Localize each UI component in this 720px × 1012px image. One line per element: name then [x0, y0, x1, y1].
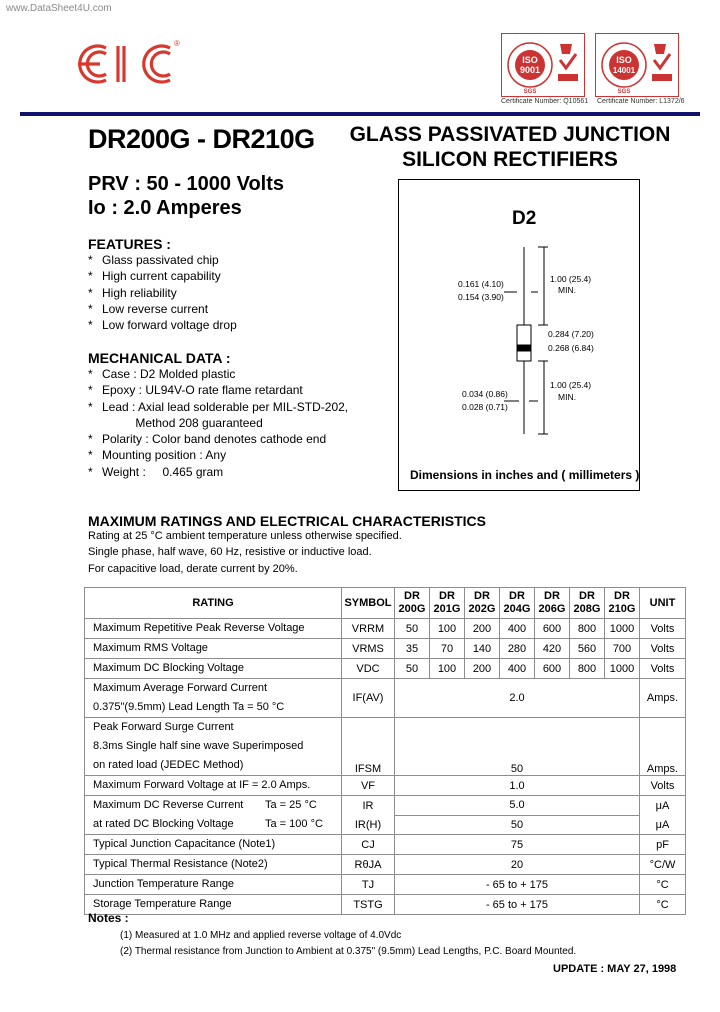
dim-lead-dia-2: 0.154 (3.90)	[458, 292, 504, 302]
col-dr204g: DR 204G	[500, 588, 535, 619]
diode-outline-icon	[398, 179, 638, 469]
table-row: Typical Junction Capacitance (Note1) CJ 75 pF	[85, 835, 686, 855]
iso-9001-cert	[501, 33, 585, 97]
features-list	[88, 252, 237, 333]
table-row: at rated DC Blocking Voltage Ta = 100 °C IR(H) 50 μA	[85, 815, 686, 835]
cert2-line1: ISO	[616, 55, 632, 65]
header-rule	[20, 112, 700, 116]
col-dr210g: DR 210G	[605, 588, 640, 619]
list-item: * Low reverse current	[88, 301, 209, 316]
table-row: Maximum Average Forward Current 0.375"(9.5mm) Lead Length Ta = 50 °C IF(AV) 2.0 Amps.	[85, 679, 686, 718]
dim-lead-len-1: 1.00 (25.4)	[550, 274, 592, 284]
iso-14001-seal-icon	[596, 34, 678, 96]
col-dr206g: DR 206G	[535, 588, 570, 619]
logo-registered: ®	[174, 39, 180, 48]
eic-logo	[66, 38, 182, 90]
dim-body-2: 0.268 (6.84)	[548, 343, 594, 353]
subtitle-line-2: SILICON RECTIFIERS	[402, 148, 618, 171]
cert1-line1: ISO	[522, 55, 538, 65]
note-2: (2) Thermal resistance from Junction to Ambient at 0.375" (9.5mm) Lead Lengths, P.C. Board Mounted.	[120, 946, 577, 957]
cert2-line2: 14001	[612, 66, 636, 75]
col-dr208g: DR 208G	[570, 588, 605, 619]
dim-wire-2: 0.028 (0.71)	[462, 402, 508, 412]
list-item: * Glass passivated chip	[88, 253, 219, 267]
list-item: Method 208 guaranteed	[102, 415, 263, 430]
list-item: * Low forward voltage drop	[88, 318, 237, 333]
list-item: * Polarity : Color band denotes cathode end	[88, 432, 327, 447]
prv-line: PRV : 50 - 1000 Volts	[88, 173, 285, 195]
dim-lead-dia-1: 0.161 (4.10)	[458, 279, 504, 289]
table-row: Maximum RMS Voltage VRMS 35 70 140 280 420 560 700 Volts	[85, 639, 686, 659]
table-row: Maximum Forward Voltage at IF = 2.0 Amps. VF 1.0 Volts	[85, 776, 686, 796]
list-item: * Weight : 0.465 gram	[88, 464, 224, 479]
subtitle	[340, 122, 680, 172]
mech-title: MECHANICAL DATA :	[88, 350, 231, 366]
dim-body-1: 0.284 (7.20)	[548, 329, 594, 339]
list-item: * Case : D2 Molded plastic	[88, 367, 236, 381]
list-item: * Lead : Axial lead solderable per MIL-STD-202,	[88, 399, 349, 414]
col-unit: UNIT	[640, 588, 686, 619]
ratings-table	[84, 587, 686, 915]
ratings-note-3: For capacitive load, derate current by 20%.	[88, 563, 298, 575]
subtitle-line-1: GLASS PASSIVATED JUNCTION	[349, 123, 671, 146]
col-dr200g: DR 200G	[395, 588, 430, 619]
notes-title: Notes :	[88, 911, 129, 925]
list-item: * Epoxy : UL94V-O rate flame retardant	[88, 383, 303, 398]
col-dr202g: DR 202G	[465, 588, 500, 619]
table-row: Maximum Repetitive Peak Reverse Voltage VRRM 50 100 200 400 600 800 1000 Volts	[85, 619, 686, 639]
table-row: Maximum DC Blocking Voltage VDC 50 100 200 400 600 800 1000 Volts	[85, 659, 686, 679]
dim-lead-len-1b: MIN.	[558, 285, 576, 295]
dim-lead-len-2: 1.00 (25.4)	[550, 380, 592, 390]
table-header-row	[85, 588, 686, 619]
cert1-line2: 9001	[519, 65, 541, 75]
note-1: (1) Measured at 1.0 MHz and applied reverse voltage of 4.0Vdc	[120, 930, 402, 941]
mech-list	[88, 366, 348, 480]
cert1-number: Certificate Number: Q10561	[501, 98, 589, 105]
dimension-caption: Dimensions in inches and ( millimeters )	[410, 468, 640, 482]
col-rating: RATING	[85, 588, 342, 619]
list-item: * High current capability	[88, 269, 221, 284]
cert2-badge: SGS	[617, 89, 631, 95]
col-dr201g: DR 201G	[430, 588, 465, 619]
iso-9001-seal-icon	[502, 34, 584, 96]
table-row: Storage Temperature Range TSTG - 65 to + 175 °C	[85, 895, 686, 915]
table-row: Typical Thermal Resistance (Note2) RθJA 20 °C/W	[85, 855, 686, 875]
iso-14001-cert	[595, 33, 679, 97]
part-title: DR200G - DR210G	[88, 124, 315, 154]
ratings-title: MAXIMUM RATINGS AND ELECTRICAL CHARACTERISTICS	[88, 513, 486, 529]
ratings-note-1: Rating at 25 °C ambient temperature unless otherwise specified.	[88, 530, 402, 542]
list-item: * High reliability	[88, 285, 177, 300]
cert2-number: Certificate Number: L1372/6	[597, 98, 685, 105]
features-title: FEATURES :	[88, 236, 171, 252]
ratings-note-2: Single phase, half wave, 60 Hz, resistive or inductive load.	[88, 546, 372, 558]
dim-wire-1: 0.034 (0.86)	[462, 389, 508, 399]
cert1-badge: SGS	[523, 89, 537, 95]
list-item: * Mounting position : Any	[88, 448, 227, 463]
table-row: Peak Forward Surge Current 8.3ms Single half sine wave Superimposed on rated load (JEDEC Method) IFSM 50 Amps.	[85, 718, 686, 776]
io-line: Io : 2.0 Amperes	[88, 197, 242, 219]
logo-text: EIC	[66, 38, 68, 39]
watermark: www.DataSheet4U.com	[6, 3, 112, 14]
prv-block	[88, 172, 284, 220]
col-symbol: SYMBOL	[342, 588, 395, 619]
update-date: UPDATE : MAY 27, 1998	[553, 963, 677, 975]
table-row: Junction Temperature Range TJ - 65 to + 175 °C	[85, 875, 686, 895]
table-row: Maximum DC Reverse Current Ta = 25 °C IR 5.0 μA	[85, 796, 686, 816]
package-name: D2	[512, 208, 537, 229]
dim-lead-len-2b: MIN.	[558, 392, 576, 402]
